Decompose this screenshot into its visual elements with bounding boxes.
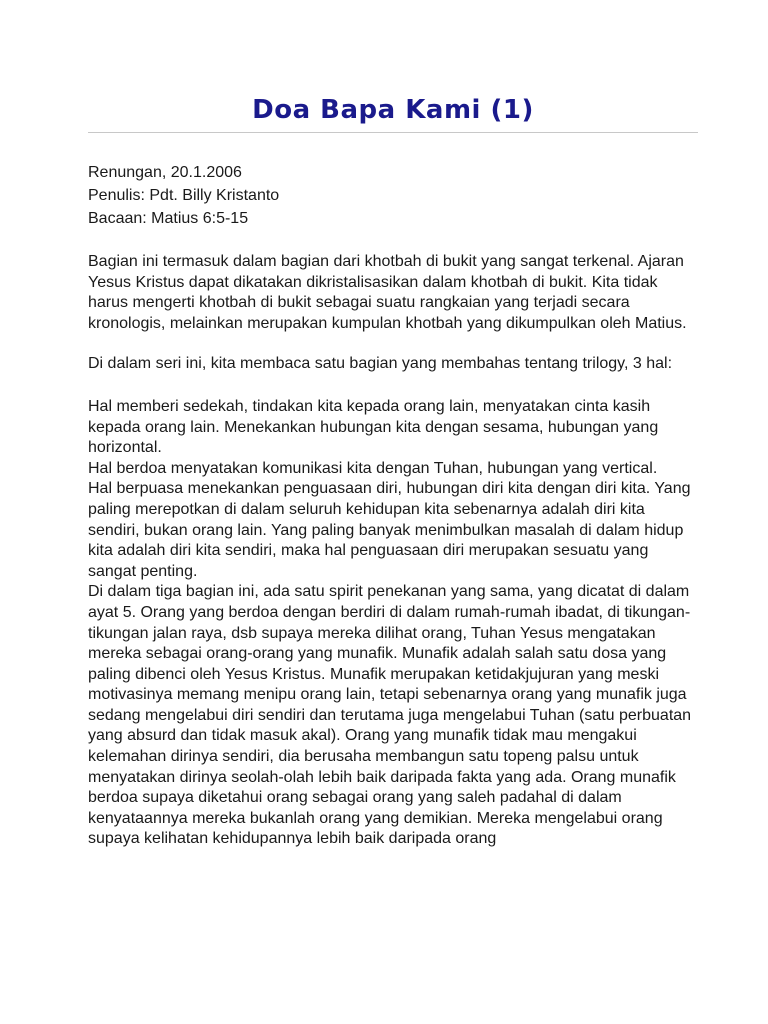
meta-block [88,161,698,230]
document-page [88,90,698,850]
paragraph-series: Di dalam seri ini, kita membaca satu bagian yang membahas tentang trilogy, 3 hal: [88,355,673,373]
trilogy-line-berdoa: Hal berdoa menyatakan komunikasi kita dengan Tuhan, hubungan yang vertical. [88,459,658,477]
paragraph-intro: Bagian ini termasuk dalam bagian dari khotbah di bukit yang sangat terkenal. Ajaran Yesus Kristus dapat dikatakan dikristalisasikan dalam khotbah di bukit. Kita tidak harus mengerti khotbah di bukit sebagai suatu rangkaian yang terjadi secara kronologis, melainkan merupakan kumpulan khotbah yang dikumpulkan oleh Matius. [88,253,687,332]
trilogy-line-sedekah: Hal memberi sedekah, tindakan kita kepada orang lain, menyatakan cinta kasih kepada orang lain. Menekankan hubungan kita dengan sesama, hubungan yang horizontal. [88,397,659,457]
paragraph-trilogy [88,397,698,850]
meta-date: Renungan, 20.1.2006 [88,164,242,181]
meta-reading: Bacaan: Matius 6:5-15 [88,210,249,227]
trilogy-line-berpuasa: Hal berpuasa menekankan penguasaan diri, hubungan diri kita dengan diri kita. Yang paling merepotkan di dalam seluruh kehidupan kita sebenarnya adalah diri kita sendiri, bukan orang lain. Yang paling banyak menimbulkan masalah di dalam hidup kita adalah diri kita sendiri, maka hal penguasaan diri merupakan sesuatu yang sangat penting. [88,480,691,580]
title-divider [88,132,698,133]
page-title: Doa Bapa Kami (1) [252,95,534,125]
paragraph-munafik: Di dalam tiga bagian ini, ada satu spirit penekanan yang sama, yang dicatat di dalam ayat 5. Orang yang berdoa dengan berdiri di dalam rumah-rumah ibadat, di tikungan-tikungan jalan raya, dsb supaya mereka dilihat orang, Tuhan Yesus mengatakan mereka sebagai orang-orang yang munafik. Munafik adalah salah satu dosa yang paling dibenci oleh Yesus Kristus. Munafik merupakan ketidakjujuran yang meski motivasinya memang menipu orang lain, tetapi sebenarnya orang yang munafik juga sedang mengelabui diri sendiri dan terutama juga mengelabui Tuhan (satu perbuatan yang absurd dan tidak masuk akal). Orang yang munafik tidak mau mengakui kelemahan dirinya sendiri, dia berusaha membangun satu topeng palsu untuk menyatakan dirinya seolah-olah lebih baik daripada fakta yang ada. Orang munafik berdoa supaya diketahui orang sebagai orang yang saleh padahal di dalam kenyataannya mereka bukanlah orang yang demikian. Mereka mengelabui orang supaya kelihatan kehidupannya lebih baik daripada orang [88,583,692,848]
meta-author: Penulis: Pdt. Billy Kristanto [88,187,280,204]
